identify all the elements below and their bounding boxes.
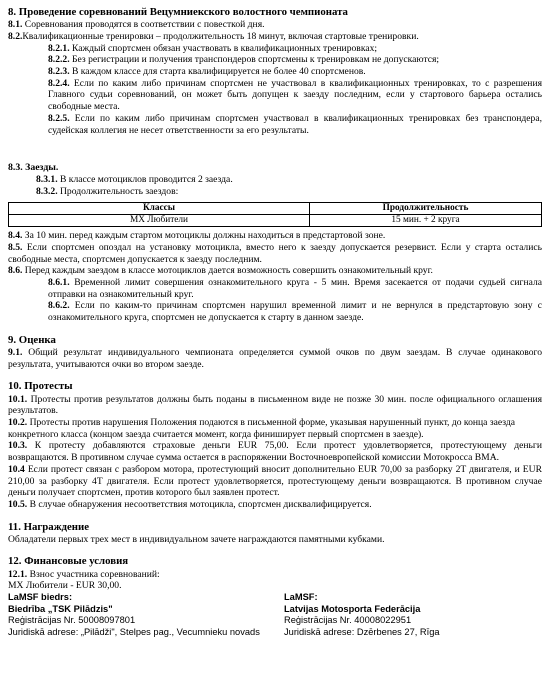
- para-10-4: [8, 464, 542, 499]
- para-8-6: [8, 265, 542, 277]
- para-text: Каждый спортсмен обязан участвовать в квалификационных тренировках;: [69, 42, 378, 54]
- para-text: Без регистрации и получения транспондеров спортсмены к тренировкам не допускаются;: [69, 54, 440, 66]
- spacer: [8, 511, 542, 521]
- para-text: Взнос участника соревнований:: [27, 568, 160, 580]
- para-text: В каждом классе для старта квалифицируется не более 40 спортсменов.: [69, 65, 366, 77]
- para-8-4: [8, 230, 542, 242]
- para-10-5: [8, 499, 542, 511]
- section-8-title: 8. Проведение соревнований Вецумниекского волостного чемпионата: [8, 6, 348, 18]
- para-8-2-5: [8, 113, 542, 136]
- para-10-1: [8, 394, 542, 417]
- signature-right-heading: LaMSF:: [284, 592, 318, 602]
- para-number: 8.6.2.: [48, 300, 70, 312]
- table-header-duration: Продолжительность: [310, 202, 542, 214]
- spacer: [8, 324, 542, 334]
- para-8-5: [8, 242, 542, 265]
- para-12-1: [8, 569, 542, 581]
- para-number: 8.3.1.: [36, 174, 58, 186]
- duration-table: [8, 202, 542, 228]
- section-9-title: 9. Оценка: [8, 333, 56, 346]
- para-8-1: [8, 19, 542, 31]
- section-10-title: 10. Протесты: [8, 380, 73, 393]
- para-text: К протесту добавляются страховые деньги EUR 75,00. Если протест удовлетворяется, протестующему деньги возвращаются. В противном случае сумма остается в распоряжении Восточноевропейской комиссии Мотокросса BMA.: [8, 440, 542, 464]
- para-text: Протесты против нарушения Положения подаются в письменной форме, указывая нарушенный пункт, до конца заезда конкретного класса (концом заезда считается момент, когда финиширует первый спортсмен в заезде).: [8, 416, 516, 440]
- para-8-2-1: [8, 43, 542, 55]
- signature-right-address: Juridiskā adrese: Dzērbenes 27, Rīga: [284, 626, 440, 637]
- para-text: Временной лимит совершения ознакомительного круга - 5 мин. Время засекается от подачи судьей сигнала отправки на ознакомительный круг.: [48, 277, 542, 300]
- signature-left-reg: Reģistrācijas Nr. 50008097801: [8, 615, 136, 626]
- para-number: 10.3.: [8, 440, 28, 452]
- para-12-fee: МХ Любители - EUR 30,00.: [8, 580, 122, 592]
- para-text: Если по каким-то причинам спортсмен нарушил временной лимит и не вернулся в предстартовую зону с ознакомительного круга, спортсмен не допускается к старту в данном заезде.: [48, 300, 542, 324]
- para-number: 10.5.: [8, 498, 28, 510]
- signature-right: [284, 592, 542, 638]
- para-number: 8.4.: [8, 230, 23, 242]
- para-8-2-3: [8, 66, 542, 78]
- signature-left-heading: LaMSF biedrs:: [8, 592, 73, 602]
- para-number: 8.2.: [8, 30, 23, 42]
- para-number: 8.2.3.: [48, 65, 70, 77]
- para-number: 8.2.2.: [48, 54, 70, 66]
- para-text: Перед каждым заездом в классе мотоциклов дается возможность совершить ознакомительный круг.: [22, 265, 433, 277]
- para-number: 8.2.4.: [48, 77, 70, 89]
- para-text: Если по каким либо причинам спортсмен не участвовал в квалификационных тренировках, то с разрешения Главного судьи соревнований, он может быть допущен к заезду последним, если у стартового барьера остались свободные места.: [48, 77, 542, 113]
- spacer: [8, 545, 542, 555]
- para-number: 12.1.: [8, 568, 28, 580]
- table-row: [9, 214, 542, 226]
- para-11-1: Обладатели первых трех мест в индивидуальном зачете награждаются памятными кубками.: [8, 533, 385, 545]
- signature-left-org: Biedrība „TSK Pilādzis": [8, 603, 113, 614]
- table-header-classes: Классы: [9, 202, 310, 214]
- para-text: Если спортсмен опоздал на установку мотоцикла, вместо него к заезду допускается резервист. Если у старта остались свободные места, спортсмен допускается к заезду последним.: [8, 241, 542, 265]
- para-number: 8.2.5.: [48, 112, 70, 124]
- para-8-3-1: [8, 174, 542, 186]
- para-text: Протесты против результатов должны быть поданы в письменном виде не позже 30 мин. после официального оглашения результатов.: [8, 393, 542, 417]
- para-9-1: [8, 347, 542, 370]
- para-number: 8.2.1.: [48, 42, 70, 54]
- para-text: Продолжительность заездов:: [57, 185, 179, 197]
- para-8-3-2: [8, 186, 542, 198]
- para-10-2: [8, 417, 542, 440]
- para-text: В классе мотоциклов проводится 2 заезда.: [57, 174, 233, 186]
- para-number: 8.1.: [8, 19, 23, 31]
- para-number: 8.6.: [8, 265, 23, 277]
- section-12-title: 12. Финансовые условия: [8, 555, 129, 568]
- para-number: 10.2.: [8, 416, 28, 428]
- para-text: Общий результат индивидуального чемпионата определяется суммой очков по двум заездам. В случае одинакового результата, учитываются очки во втором заезде.: [8, 347, 542, 370]
- table-header-row: [9, 202, 542, 214]
- para-8-2: [8, 31, 542, 43]
- para-number: 9.1.: [8, 347, 23, 358]
- spacer: [8, 370, 542, 380]
- para-text: В случае обнаружения несоответствия мотоцикла, спортсмен дисквалифицируется.: [27, 498, 372, 510]
- para-text: Если протест связан с разбором мотора, протестующий вносит дополнительно EUR 70,00 за разборку 2T двигателя, и EUR 210,00 за разборку 4T двигателя. Если протест удовлетворяется, протестующему деньги возвращаются. В противном случае деньги получает спортсмен, против которого был заявлен протест.: [8, 463, 542, 499]
- para-number: 8.6.1.: [48, 277, 70, 289]
- signature-left: [8, 592, 266, 638]
- para-8-6-1: [8, 277, 542, 300]
- para-8-2-4: [8, 78, 542, 113]
- section-8-3-title: 8.3. Заезды.: [8, 162, 59, 174]
- para-8-2-2: [8, 54, 542, 66]
- signature-right-org: Latvijas Motosporta Federācija: [284, 603, 421, 614]
- para-text: Если по каким либо причинам спортсмен участвовал в квалификационных тренировках без транспондера, судейская коллегия не несет ответственности за его результаты.: [48, 112, 542, 136]
- section-11-title: 11. Награждение: [8, 520, 90, 533]
- table-cell-duration: 15 мин. + 2 круга: [310, 214, 542, 226]
- para-number: 8.5.: [8, 241, 23, 253]
- para-number: 10.4: [8, 463, 25, 475]
- para-text: За 10 мин. перед каждым стартом мотоциклы должны находиться в предстартовой зоне.: [22, 230, 386, 242]
- para-number: 8.3.2.: [36, 185, 58, 197]
- para-8-6-2: [8, 300, 542, 323]
- spacer: [8, 136, 542, 162]
- para-text: Соревнования проводятся в соответствии с повесткой дня.: [22, 19, 265, 31]
- para-text: Квалификационные тренировки – продолжительность 18 минут, включая стартовые тренировки.: [22, 30, 419, 42]
- document-page: [8, 6, 542, 592]
- signature-right-reg: Reģistrācijas Nr. 40008022951: [284, 615, 412, 626]
- para-number: 10.1.: [8, 393, 28, 405]
- para-10-3: [8, 440, 542, 463]
- signature-block: [8, 592, 542, 638]
- table-cell-class: МХ Любители: [9, 214, 310, 226]
- signature-left-address: Juridiskā adrese: „Pilādži", Stelpes pag., Vecumnieku novads: [8, 626, 260, 637]
